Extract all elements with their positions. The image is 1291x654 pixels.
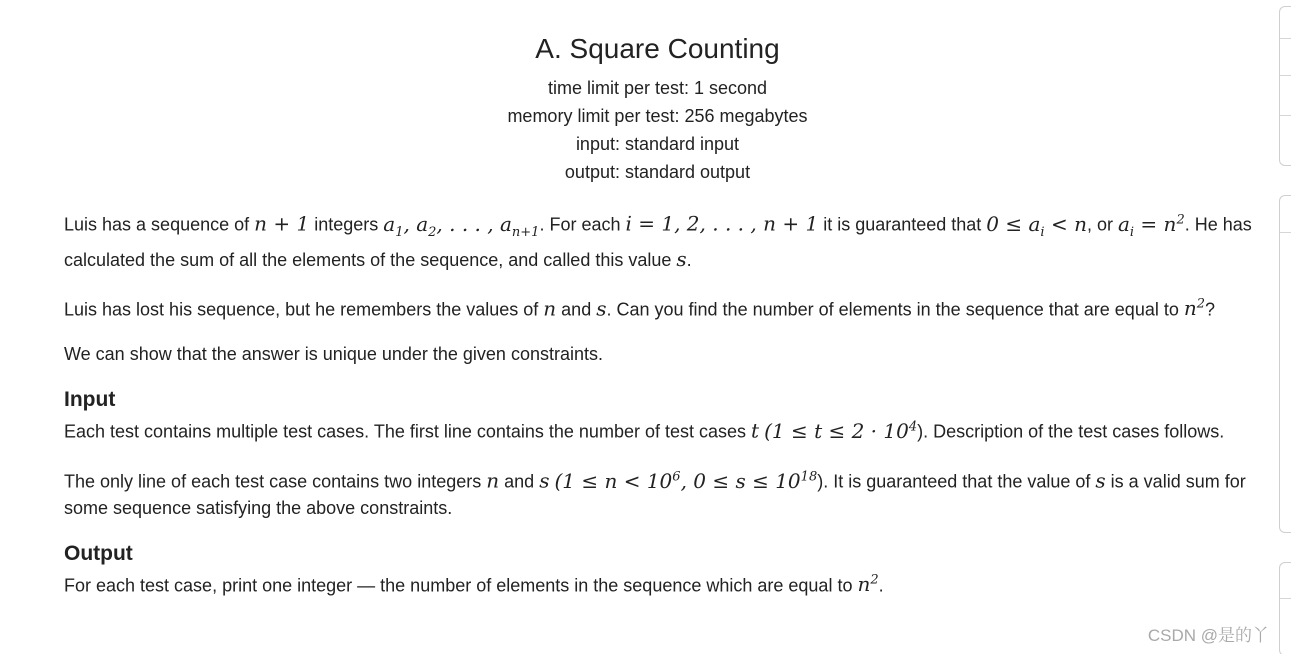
problem-title: A. Square Counting	[535, 33, 780, 64]
problem-header	[0, 30, 1291, 186]
input-spec: input: standard input	[575, 134, 740, 154]
math-t: t	[751, 418, 760, 443]
math-range-constraint: $0 \le a_i < n$	[986, 211, 1087, 240]
math-n-plus-1: n + 1	[254, 211, 310, 236]
math-ns-constraint: ($1 \le n < 10^6$, $0 \le s \le 10^{18}$	[554, 468, 818, 493]
math-n: n	[486, 468, 500, 493]
input-paragraph-1: Each test contains multiple test cases. The first line contains the number of test cases t $(1 \le t \le 2 \cdot 10^4)$. Description of the test cases follows.	[64, 418, 1225, 443]
statement-paragraph-1: Luis has a sequence of n + 1 integers $a_1$, $a_2$, . . . , $a_{n+1}$. For each i = 1, 2, . . . , n + 1 it is guaranteed that $0 \le a_i < n$, or $a_i = n^2$. He has calculated the sum of all the elements of the sequence, and called this value s.	[64, 211, 1252, 271]
math-t-constraint: ($1 \le t \le 2 \cdot 10^4$	[764, 418, 918, 443]
statement-paragraph-3: We can show that the answer is unique under the given constraints.	[64, 344, 603, 365]
statement-paragraph-2: Luis has lost his sequence, but he remembers the values of n and s. Can you find the number of elements in the sequence that are equal to $n^2$?	[64, 296, 1216, 321]
output-spec: output: standard output	[564, 162, 751, 182]
csdn-watermark: CSDN @是的丫	[1147, 626, 1269, 645]
math-s: s	[539, 468, 550, 493]
math-s: s	[1095, 468, 1106, 493]
time-limit: time limit per test: 1 second	[547, 78, 768, 98]
output-paragraph-1: For each test case, print one integer — the number of elements in the sequence which are equal to $n^2$.	[64, 572, 884, 597]
math-n: n	[543, 296, 557, 321]
math-index-range: i = 1, 2, . . . , n + 1	[625, 211, 819, 236]
math-n-squared: $n^2$	[1183, 296, 1206, 321]
problem-statement	[64, 207, 1254, 617]
input-heading: Input	[64, 388, 116, 412]
math-s: s	[596, 296, 607, 321]
sidebar-panel-edge	[1279, 6, 1291, 166]
output-heading: Output	[64, 541, 133, 565]
math-s: s	[676, 246, 687, 271]
sidebar-panel-edge	[1279, 195, 1291, 533]
math-n-squared: $n^2$	[857, 572, 879, 597]
math-square-constraint: $a_i = n^2$	[1117, 211, 1185, 240]
sidebar-panel-edge	[1279, 562, 1291, 654]
math-sequence: $a_1$, $a_2$, . . . , $a_{n+1}$	[383, 211, 540, 240]
input-paragraph-2: The only line of each test case contains two integers n and s ($1 \le n < 10^6$, $0 \le s \le 10^{18}$). It is guaranteed that the value of s is a valid sum for some sequence satisfying the above constraints.	[64, 468, 1246, 518]
memory-limit: memory limit per test: 256 megabytes	[507, 106, 808, 126]
